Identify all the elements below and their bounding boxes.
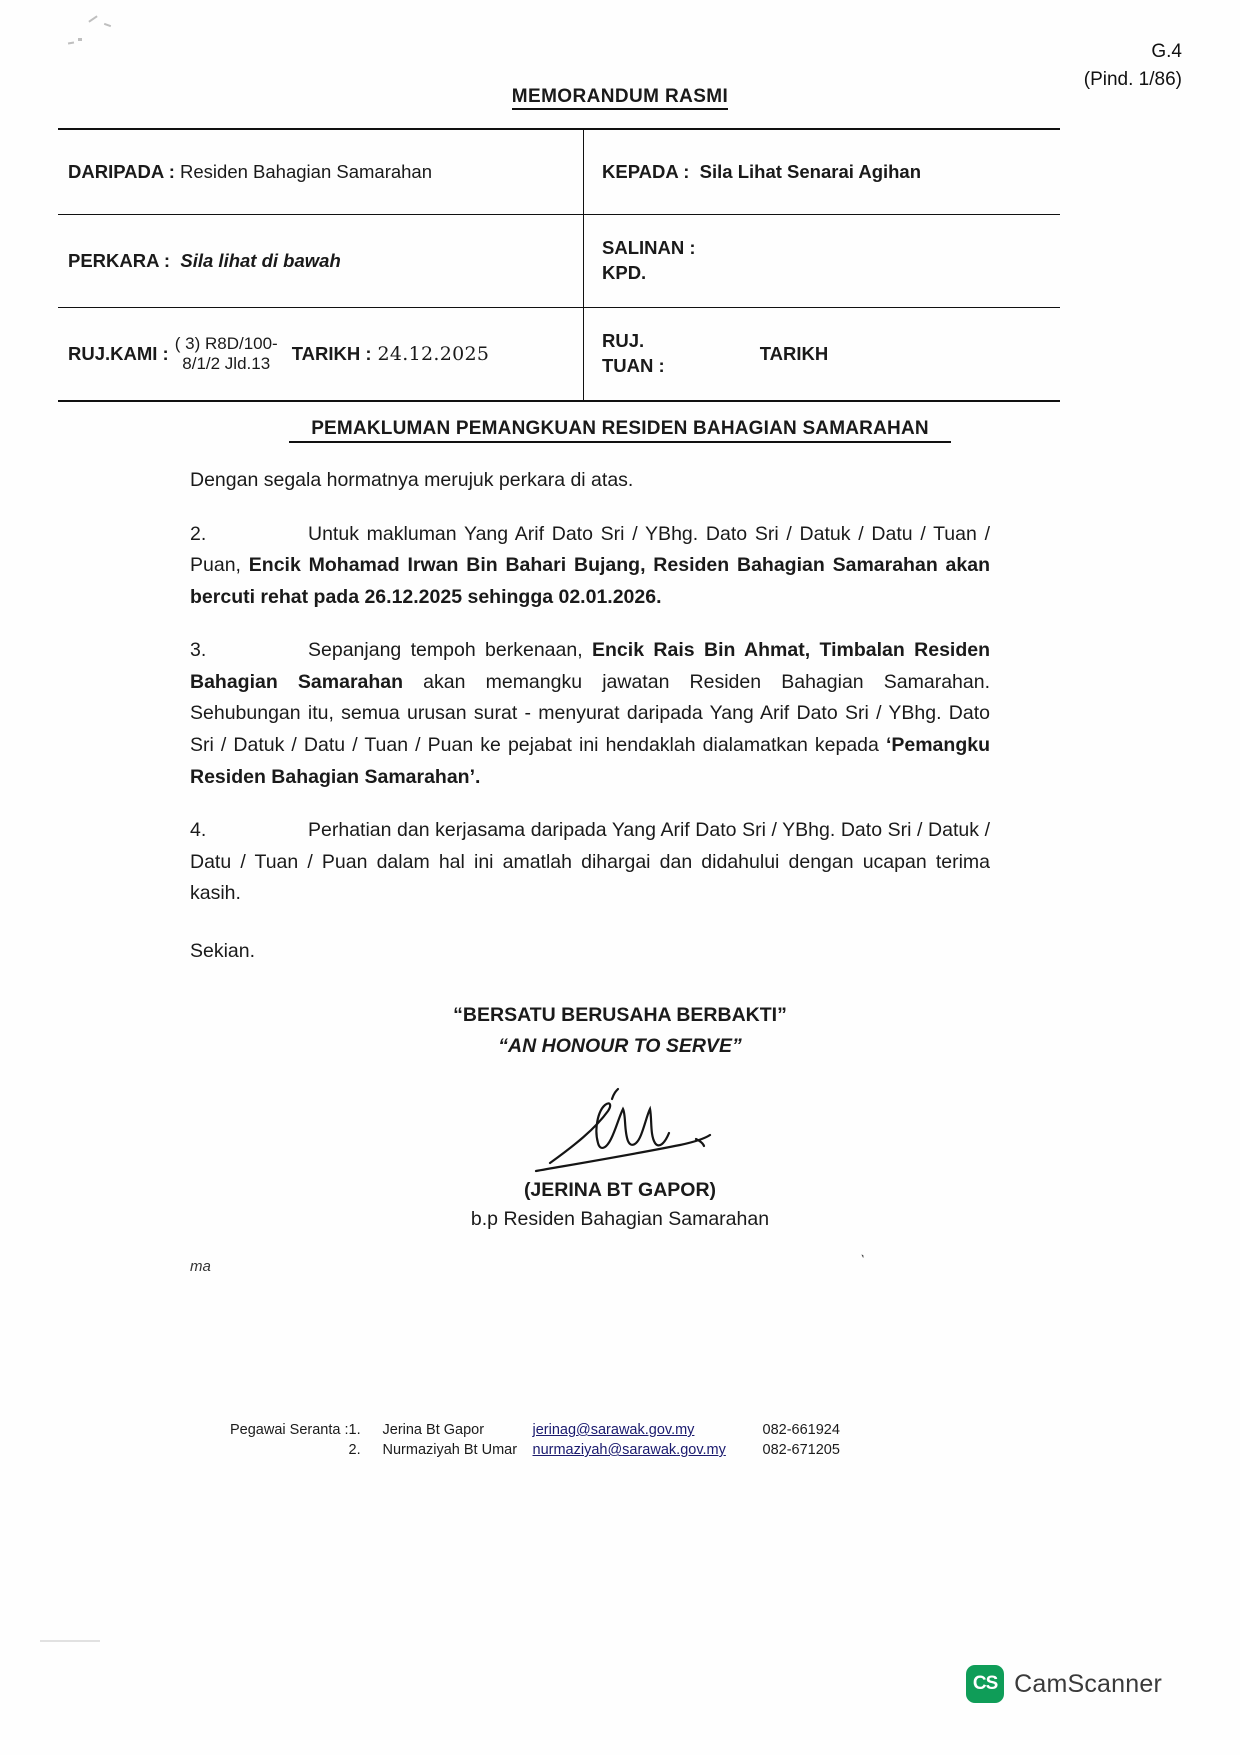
scan-artifact bbox=[68, 41, 74, 44]
motto-block bbox=[0, 1000, 1240, 1062]
ruj-kami-value-line2: 8/1/2 Jld.13 bbox=[182, 354, 271, 373]
typist-initials: ma bbox=[190, 1258, 211, 1275]
ruj-tuan-label-line2: TUAN : bbox=[602, 355, 665, 376]
tarikh-value: 24.12.2025 bbox=[377, 343, 490, 365]
pegawai-seranta-label: Pegawai Seranta : bbox=[230, 1422, 349, 1438]
salinan-cell bbox=[584, 215, 1061, 308]
table-row bbox=[58, 129, 1060, 215]
ruj-kami-value bbox=[175, 334, 278, 375]
contact-email[interactable]: jerinag@sarawak.gov.my bbox=[532, 1422, 695, 1438]
paragraph-intro: Dengan segala hormatnya merujuk perkara di atas. bbox=[190, 469, 634, 491]
handwritten-signature-icon bbox=[490, 1085, 750, 1185]
signatory-title: b.p Residen Bahagian Samarahan bbox=[470, 1208, 770, 1230]
daripada-value: Residen Bahagian Samarahan bbox=[180, 161, 433, 182]
kepada-cell bbox=[584, 129, 1061, 215]
ruj-kami-value-line1: ( 3) R8D/100- bbox=[174, 333, 278, 353]
pen-mark-icon: ˋ bbox=[855, 1251, 867, 1272]
signatory-name: (JERINA BT GAPOR) bbox=[523, 1179, 717, 1201]
camscanner-logo-icon: CS bbox=[966, 1665, 1004, 1703]
contact-name: Jerina Bt Gapor bbox=[382, 1422, 485, 1438]
form-code-block bbox=[1084, 38, 1182, 93]
ruj-kami-label: RUJ.KAMI : bbox=[68, 343, 169, 364]
table-row bbox=[230, 1420, 840, 1440]
scan-artifact bbox=[88, 15, 97, 22]
contact-name: Nurmaziyah Bt Umar bbox=[382, 1442, 518, 1458]
paragraph-4 bbox=[190, 815, 990, 910]
camscanner-watermark bbox=[966, 1665, 1162, 1703]
perkara-label: PERKARA : bbox=[68, 250, 171, 271]
kepada-value: Sila Lihat Senarai Agihan bbox=[699, 161, 922, 182]
ruj-kami-cell bbox=[58, 308, 584, 402]
tarikh-right-label: TARIKH bbox=[759, 343, 829, 364]
memo-header-table bbox=[58, 128, 1060, 402]
perkara-cell bbox=[58, 215, 584, 308]
camscanner-label: CamScanner bbox=[1014, 1669, 1162, 1698]
paragraph-3-text-c: akan memangku jawatan Residen Bahagian Samarahan. Sehubungan itu, semua urusan surat - menyurat daripada Yang Arif Dato Sri / YBhg. Dato Sri / Datuk / Datu / Tuan / Puan ke pejabat ini hendaklah dialamatkan kepada bbox=[190, 670, 990, 757]
paragraph-3 bbox=[190, 635, 990, 793]
scan-artifact bbox=[40, 1640, 100, 1642]
paragraph-3-text-b: Encik Rais Bin Ahmat, Timbalan Residen Bahagian Samarahan bbox=[190, 639, 991, 693]
subject-heading bbox=[0, 418, 1240, 440]
motto-line-1: “BERSATU BERUSAHA BERBAKTI” bbox=[453, 1004, 787, 1026]
paragraph-3-text-a: Sepanjang tempoh berkenaan, bbox=[308, 639, 593, 662]
scan-artifact bbox=[78, 38, 82, 41]
table-row bbox=[58, 308, 1060, 402]
ruj-tuan-cell bbox=[584, 308, 1061, 402]
page-title-text: MEMORANDUM RASMI bbox=[512, 86, 728, 110]
ruj-tuan-label-line1: RUJ. bbox=[602, 330, 645, 352]
contact-phone: 082-671205 bbox=[762, 1442, 840, 1458]
paragraph-4-number: 4. bbox=[190, 819, 207, 842]
perkara-value: Sila lihat di bawah bbox=[180, 250, 341, 271]
contact-index: 2. bbox=[348, 1442, 361, 1458]
contact-index: 1. bbox=[348, 1422, 361, 1438]
paragraph-2-text-a: Untuk makluman Yang Arif Dato Sri / YBhg. Dato Sri / Datuk / Datu / Tuan / Puan, bbox=[190, 522, 990, 577]
salinan-label: SALINAN : bbox=[602, 237, 696, 259]
paragraph-2-text-b: Encik Mohamad Irwan Bin Bahari Bujang, Residen Bahagian Samarahan akan bercuti rehat pada 26.12.2025 sehingga 02.01.2026. bbox=[190, 554, 990, 608]
table-row bbox=[58, 215, 1060, 308]
ruj-tuan-label bbox=[602, 329, 665, 379]
subject-text: PEMAKLUMAN PEMANGKUAN RESIDEN BAHAGIAN SAMARAHAN bbox=[289, 418, 951, 443]
contact-email[interactable]: nurmaziyah@sarawak.gov.my bbox=[532, 1442, 726, 1458]
kepada-label: KEPADA : bbox=[602, 161, 690, 182]
document-body bbox=[190, 465, 990, 990]
form-code: G.4 bbox=[1151, 41, 1182, 62]
footer-contacts bbox=[230, 1420, 840, 1460]
paragraph-3-number: 3. bbox=[190, 639, 207, 662]
motto-line-2: “AN HONOUR TO SERVE” bbox=[498, 1035, 742, 1058]
paragraph-4-text: Perhatian dan kerjasama daripada Yang Arif Dato Sri / YBhg. Dato Sri / Datuk / Datu / Tuan / Puan dalam hal ini amatlah dihargai dan didahului dengan ucapan terima kasih. bbox=[190, 819, 990, 905]
paragraph-sekian: Sekian. bbox=[190, 939, 256, 962]
contact-phone: 082-661924 bbox=[762, 1422, 840, 1438]
tarikh-label: TARIKH : bbox=[291, 343, 372, 364]
page-title bbox=[0, 86, 1240, 108]
scan-artifact bbox=[104, 23, 111, 27]
kpd-label: KPD. bbox=[602, 262, 647, 283]
form-revision: (Pind. 1/86) bbox=[1083, 68, 1182, 90]
signature-block bbox=[0, 1085, 1240, 1231]
daripada-label: DARIPADA : bbox=[68, 161, 175, 182]
paragraph-2-number: 2. bbox=[190, 522, 207, 545]
daripada-cell bbox=[58, 129, 584, 215]
paragraph-2 bbox=[190, 519, 990, 614]
paragraph-3-text-d: ‘Pemangku Residen Bahagian Samarahan’. bbox=[190, 734, 990, 788]
